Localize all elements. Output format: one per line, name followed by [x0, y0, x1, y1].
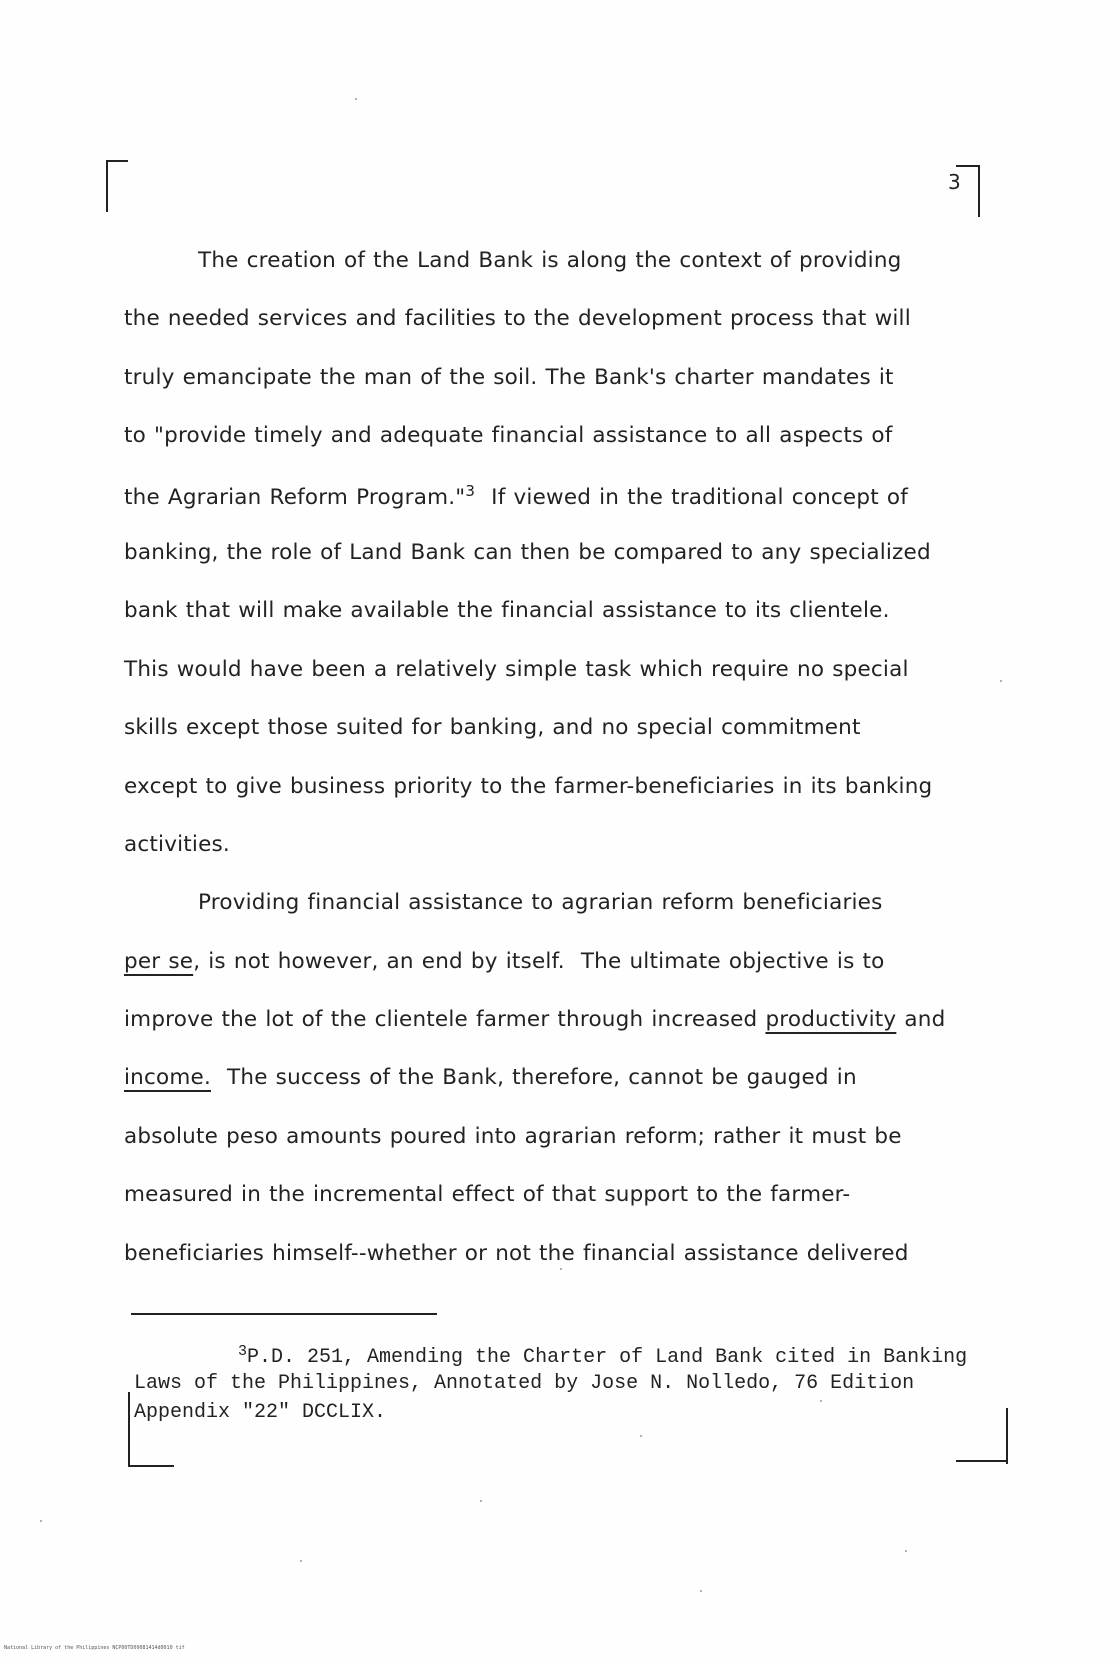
scan-speck: [40, 1520, 42, 1522]
footnote-line-1-text: P.D. 251, Amending the Charter of Land Bank cited in Banking: [247, 1346, 968, 1369]
line-5-text-after-footnote: If viewed in the traditional concept of: [475, 484, 908, 510]
underlined-per-se: per se: [124, 948, 194, 974]
page-number: 3: [948, 170, 961, 194]
scan-speck: [355, 98, 357, 100]
paragraph-2-line-7: beneficiaries himself--whether or not the financial assistance delivered: [124, 1240, 909, 1266]
paragraph-2-line-5: absolute peso amounts poured into agrarian reform; rather it must be: [124, 1123, 902, 1149]
footnote-reference-3: 3: [465, 481, 476, 500]
top-left-corner-mark-vertical: [106, 160, 108, 212]
line-5-text-before-footnote: the Agrarian Reform Program.": [124, 484, 466, 510]
paragraph-1-line-7: bank that will make available the financial assistance to its clientele.: [124, 598, 890, 624]
scan-speck: [640, 1435, 642, 1437]
paragraph-2-line-4-rest: The success of the Bank, therefore, cannot be gauged in: [210, 1065, 857, 1091]
paragraph-2-line-2-rest: , is not however, an end by itself. The ultimate objective is to: [193, 948, 885, 974]
scan-footer-label: National Library of the Philippines NCP00TD09081414d0010 tif: [4, 1645, 185, 1651]
paragraph-1-line-4: to "provide timely and adequate financial assistance to all aspects of: [124, 423, 893, 449]
paragraph-1-line-6: banking, the role of Land Bank can then be compared to any specialized: [124, 539, 931, 565]
top-right-corner-mark-vertical: [978, 165, 980, 217]
scan-speck: [700, 1590, 702, 1592]
footnote-marker: 3: [238, 1343, 248, 1360]
bottom-right-corner-mark-horizontal: [956, 1460, 1008, 1462]
scan-speck: [300, 1560, 302, 1562]
paragraph-1-line-11: activities.: [124, 831, 230, 857]
paragraph-2-line-1: Providing financial assistance to agrarian reform beneficiaries: [198, 890, 883, 916]
paragraph-2-line-3-start: improve the lot of the clientele farmer through increased: [124, 1007, 766, 1033]
paragraph-1-line-3: truly emancipate the man of the soil. The Bank's charter mandates it: [124, 364, 894, 390]
scan-speck: [480, 1500, 482, 1502]
top-right-corner-mark-horizontal: [956, 165, 980, 167]
top-left-corner-mark-horizontal: [106, 160, 128, 162]
paragraph-2-line-2: [124, 949, 1034, 1007]
scan-speck: [820, 1400, 822, 1402]
paragraph-2-line-4: [124, 1065, 1034, 1123]
footnote-line-2: Laws of the Philippines, Annotated by Jose N. Nolledo, 76 Edition: [134, 1372, 915, 1395]
bottom-left-corner-mark-horizontal: [128, 1465, 174, 1467]
scan-speck: [560, 1268, 562, 1270]
footnote-line-3: Appendix "22" DCCLIX.: [134, 1401, 387, 1424]
paragraph-2-line-3: [124, 1007, 1034, 1065]
paragraph-1-line-1: The creation of the Land Bank is along the context of providing: [198, 248, 902, 273]
underlined-productivity: productivity: [765, 1007, 897, 1033]
footnote: [134, 1343, 1014, 1430]
bottom-left-corner-mark-vertical: [128, 1392, 130, 1466]
paragraph-2-line-3-end: and: [896, 1007, 946, 1033]
paragraph-1-line-5: [124, 482, 1034, 540]
paragraph-1-line-10: except to give business priority to the farmer-beneficiaries in its banking: [124, 773, 933, 799]
paragraph-1-line-9: skills except those suited for banking, and no special commitment: [124, 715, 861, 741]
scan-speck: [905, 1550, 907, 1552]
body-text: [124, 248, 1034, 1299]
footnote-separator-rule: [131, 1313, 437, 1315]
scan-speck: [1000, 680, 1002, 682]
underlined-income: income.: [124, 1065, 211, 1091]
footnote-line-1: [134, 1343, 1014, 1372]
paragraph-2-line-6: measured in the incremental effect of that support to the farmer-: [124, 1182, 851, 1208]
paragraph-1-line-8: This would have been a relatively simple task which require no special: [124, 656, 909, 682]
paragraph-1-line-2: the needed services and facilities to the development process that will: [124, 306, 911, 332]
